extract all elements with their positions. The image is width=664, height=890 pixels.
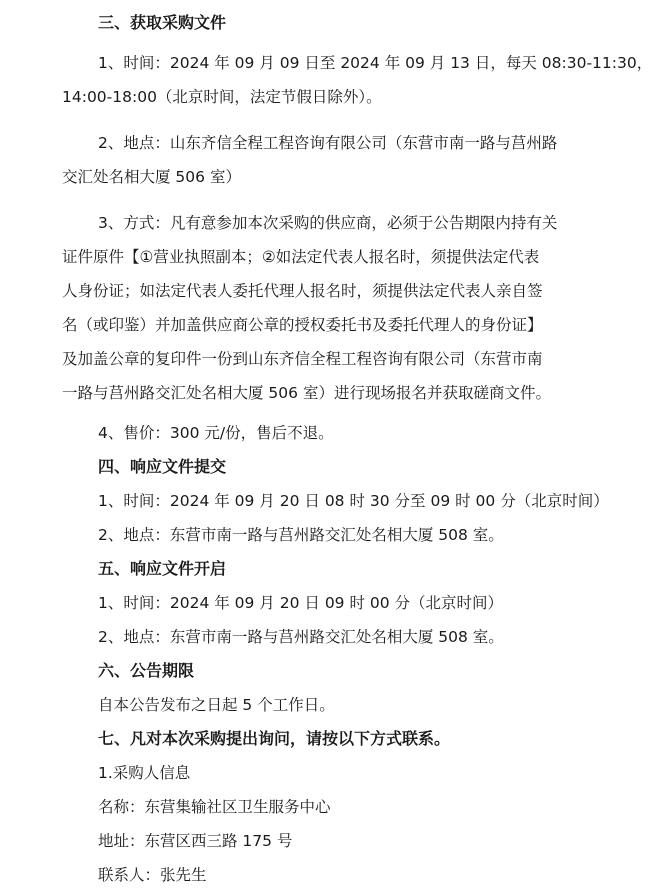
section-3-method-line-1: 3、方式：凡有意参加本次采购的供应商，必须于公告期限内持有关 <box>98 214 558 232</box>
section-7-purchaser-name: 名称：东营集输社区卫生服务中心 <box>98 798 331 816</box>
section-6-text: 自本公告发布之日起 5 个工作日。 <box>98 696 335 714</box>
section-3-heading: 三、获取采购文件 <box>98 13 227 32</box>
section-7-purchaser-address: 地址：东营区西三路 175 号 <box>98 832 293 850</box>
section-4-location: 2、地点：东营市南一路与莒州路交汇处名相大厦 508 室。 <box>98 526 504 544</box>
section-3-location-line-2: 交汇处名相大厦 506 室） <box>62 168 241 186</box>
section-4-heading: 四、响应文件提交 <box>98 457 227 476</box>
section-3-method-line-2: 证件原件【①营业执照副本；②如法定代表人报名时，须提供法定代表 <box>62 248 540 266</box>
section-3-price: 4、售价：300 元/份，售后不退。 <box>98 424 334 442</box>
section-3-location-line-1: 2、地点：山东齐信全程工程咨询有限公司（东营市南一路与莒州路 <box>98 134 558 152</box>
section-3-method-line-4: 名（或印鉴）并加盖供应商公章的授权委托书及委托代理人的身份证】 <box>62 316 543 334</box>
section-6-heading: 六、公告期限 <box>98 661 195 680</box>
section-5-location: 2、地点：东营市南一路与莒州路交汇处名相大厦 508 室。 <box>98 628 504 646</box>
section-3-method-line-3: 人身份证；如法定代表人委托代理人报名时，须提供法定代表人亲自签 <box>62 282 543 300</box>
section-7-purchaser-contact: 联系人：张先生 <box>98 866 207 884</box>
section-3-time-line-2: 14:00-18:00（北京时间，法定节假日除外）。 <box>62 88 382 106</box>
section-3-location-paragraph <box>62 126 636 194</box>
section-3-method-line-5: 及加盖公章的复印件一份到山东齐信全程工程咨询有限公司（东营市南 <box>62 350 543 368</box>
section-3-method-paragraph <box>62 206 636 410</box>
section-5-heading: 五、响应文件开启 <box>98 559 227 578</box>
section-7-heading: 七、凡对本次采购提出询问，请按以下方式联系。 <box>98 729 451 748</box>
section-7-purchaser-title: 1.采购人信息 <box>98 764 191 782</box>
section-3-method-line-6: 一路与莒州路交汇处名相大厦 506 室）进行现场报名并获取磋商文件。 <box>62 384 551 402</box>
section-3-time-paragraph <box>62 46 653 114</box>
section-5-time: 1、时间：2024 年 09 月 20 日 09 时 00 分（北京时间） <box>98 594 504 612</box>
section-4-time: 1、时间：2024 年 09 月 20 日 08 时 30 分至 09 时 00 分（北京时间） <box>98 492 609 510</box>
section-3-time-line-1: 1、时间：2024 年 09 月 09 日至 2024 年 09 月 13 日，每天 08:30-11:30， <box>98 54 653 72</box>
